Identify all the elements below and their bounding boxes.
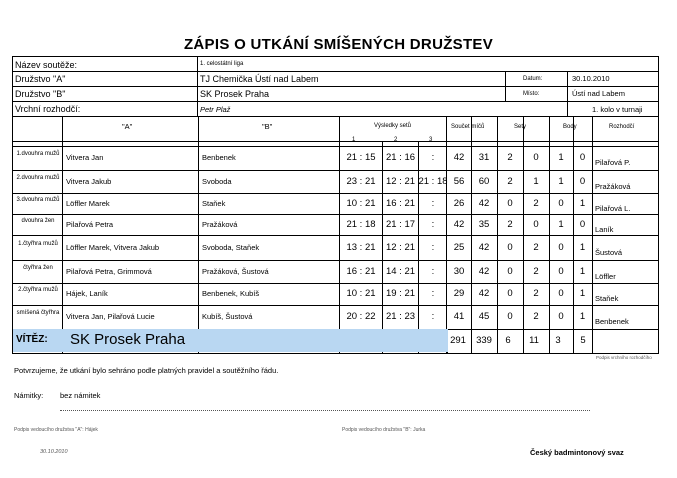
row-divider: [12, 214, 659, 215]
team-a-value: TJ Chemička Ústí nad Labem: [200, 74, 319, 84]
set-score-1: 21 : 18: [346, 218, 376, 230]
player-b: Svoboda, Staňek: [202, 242, 260, 252]
balls-b: 42: [478, 197, 490, 209]
set-score-2: 14 : 21: [385, 265, 416, 277]
row-divider: [12, 283, 659, 284]
row-divider: [12, 235, 659, 236]
set-score-3: :: [431, 311, 435, 322]
sets-b: 2: [533, 311, 539, 322]
sets-b: 0: [533, 218, 539, 230]
points-a: 0: [558, 311, 564, 322]
points-a: 0: [558, 265, 564, 277]
divider: [12, 86, 659, 87]
player-a: Vitvera Jan: [66, 153, 104, 162]
set-score-2: 16 : 21: [385, 197, 416, 209]
column-header-b: "B": [262, 122, 273, 131]
sets-a: 0: [507, 265, 513, 277]
set-number-1: 1: [352, 137, 356, 143]
total-sets-a: 6: [505, 335, 511, 346]
match-type: 1.čtyřhra mužů: [18, 240, 58, 247]
sets-a: 2: [507, 152, 513, 163]
set-score-2: 19 : 21: [385, 288, 416, 299]
set-score-3: :: [431, 241, 435, 253]
player-b: Benbenek, Kubíš: [202, 289, 260, 298]
date-label: Datum:: [523, 76, 543, 82]
divider: [12, 116, 659, 117]
divider: [567, 71, 568, 101]
place-value: Ústí nad Labem: [572, 89, 625, 98]
set-score-3: :: [431, 265, 435, 277]
match-type: 1.dvouhra mužů: [16, 151, 60, 157]
set-score-3: :: [431, 197, 435, 209]
balls-b: 42: [478, 288, 490, 299]
divider: [12, 71, 659, 72]
player-a: Hájek, Laník: [66, 289, 108, 298]
set-score-1: 21 : 15: [346, 152, 376, 163]
set-score-2: 21 : 17: [385, 218, 416, 230]
row-divider: [12, 305, 659, 306]
set-score-3: :: [431, 218, 435, 230]
sets-a: 0: [507, 197, 513, 209]
balls-a: 29: [453, 288, 465, 299]
page-title: ZÁPIS O UTKÁNÍ SMÍŠENÝCH DRUŽSTEV: [183, 36, 494, 53]
total-pts-b: 5: [580, 335, 586, 346]
organization-name: Český badmintonový svaz: [530, 448, 624, 457]
points-b: 0: [579, 218, 586, 230]
balls-a: 41: [453, 311, 465, 322]
total-pts-a: 3: [555, 335, 561, 346]
round-value: 1. kolo v turnaji: [592, 105, 643, 114]
footer-date: 30.10.2010: [40, 449, 68, 455]
points-b: 0: [579, 175, 586, 187]
divider: [12, 146, 659, 147]
total-sets-b: 11: [529, 335, 539, 346]
sets-a: 0: [507, 288, 513, 299]
match-referee: Benbenek: [595, 317, 629, 326]
team-b-signature: Podpis vedoucího družstva "B": Jurka: [342, 427, 426, 433]
match-type: smíšená čtyřhra: [16, 310, 60, 316]
column-header-sets: Sety: [514, 124, 527, 130]
player-b: Pražáková: [202, 219, 238, 229]
player-a: Vitvera Jakub: [66, 176, 112, 186]
points-a: 1: [558, 175, 564, 187]
column-header-a: "A": [122, 122, 133, 131]
sets-b: 2: [533, 265, 539, 277]
remarks-value: bez námitek: [60, 391, 101, 400]
points-b: 1: [579, 311, 586, 322]
balls-b: 60: [478, 175, 490, 187]
set-score-1: 10 : 21: [346, 288, 376, 299]
balls-b: 31: [478, 152, 490, 163]
remarks-label: Námitky:: [14, 391, 44, 400]
balls-a: 42: [453, 152, 465, 163]
match-referee: Laník: [595, 224, 614, 234]
balls-b: 42: [478, 241, 490, 253]
set-score-1: 16 : 21: [346, 265, 376, 277]
player-a: Pilařová Petra: [66, 219, 114, 229]
set-number-2: 2: [394, 137, 398, 143]
set-score-1: 10 : 21: [346, 197, 376, 209]
balls-a: 30: [453, 265, 465, 277]
sets-a: 2: [507, 175, 513, 187]
match-referee: Pilařová P.: [595, 158, 631, 167]
divider: [197, 56, 198, 116]
match-type: čtyřhra žen: [23, 264, 53, 271]
remarks-line: [60, 410, 590, 411]
player-a: Vitvera Jan, Pilařová Lucie: [66, 312, 155, 321]
match-referee: Löffler: [595, 271, 616, 281]
divider: [505, 71, 506, 101]
player-b: Pražáková, Šustová: [202, 266, 269, 276]
confirmation-text: Potvrzujeme, že utkání bylo sehráno podle platných pravidel a soutěžního řádu.: [14, 366, 279, 375]
divider: [12, 141, 659, 142]
total-balls-a: 291: [450, 335, 466, 346]
place-label: Místo:: [523, 91, 540, 97]
referee-label: Vrchní rozhodčí:: [15, 104, 81, 114]
match-type: dvouhra žen: [21, 217, 55, 224]
player-b: Kubíš, Šustová: [202, 312, 253, 321]
referee-value: Petr Plaž: [200, 105, 231, 114]
match-type: 3.dvouhra mužů: [16, 196, 60, 203]
match-type: 2.čtyřhra mužů: [18, 287, 58, 293]
match-referee: Pražáková: [595, 181, 631, 191]
set-score-1: 23 : 21: [346, 175, 376, 187]
points-a: 1: [558, 218, 564, 230]
balls-a: 56: [453, 175, 465, 187]
row-divider: [12, 170, 659, 171]
set-score-2: 12 : 21: [385, 241, 416, 253]
balls-b: 45: [478, 311, 490, 322]
balls-a: 26: [453, 197, 465, 209]
sets-b: 0: [533, 152, 539, 163]
divider: [12, 101, 659, 102]
competition-label: Název soutěže:: [15, 60, 78, 70]
sets-b: 2: [533, 197, 539, 209]
match-referee: Šustová: [595, 247, 623, 257]
points-a: 1: [558, 152, 564, 163]
set-score-2: 12 : 21: [385, 175, 416, 187]
match-referee: Staňek: [595, 294, 619, 303]
referee-signature-caption: Podpis vrchního rozhodčího: [596, 355, 652, 360]
points-a: 0: [558, 197, 564, 209]
set-score-1: 20 : 22: [346, 311, 376, 322]
set-score-2: 21 : 23: [385, 311, 416, 322]
sets-a: 0: [507, 241, 513, 253]
match-type: 2.dvouhra mužů: [16, 174, 60, 181]
points-b: 1: [579, 241, 586, 253]
player-b: Svoboda: [202, 176, 232, 186]
points-b: 0: [579, 152, 586, 163]
column-header-sets-results: Výsledky setů: [374, 123, 412, 129]
set-score-1: 13 : 21: [346, 241, 376, 253]
player-a: Löffler Marek: [66, 198, 110, 208]
team-a-signature: Podpis vedoucího družstva "A": Hájek: [14, 427, 98, 433]
points-b: 1: [579, 265, 586, 277]
winner-label: VÍTĚZ:: [16, 334, 48, 345]
points-a: 0: [558, 241, 564, 253]
column-header-points: Body: [563, 124, 577, 130]
team-b-value: SK Prosek Praha: [200, 89, 270, 99]
balls-b: 42: [478, 265, 490, 277]
set-score-2: 21 : 16: [385, 152, 416, 163]
column-header-referee: Rozhodčí: [609, 124, 635, 130]
row-divider: [12, 260, 659, 261]
set-number-3: 3: [429, 137, 433, 143]
set-score-3: :: [431, 152, 435, 163]
balls-b: 35: [478, 218, 490, 230]
competition-value: 1. celostátní liga: [200, 61, 244, 67]
points-a: 0: [558, 288, 564, 299]
sets-a: 2: [507, 218, 513, 230]
player-a: Löffler Marek, Vitvera Jakub: [66, 242, 160, 252]
points-b: 1: [579, 197, 586, 209]
column-header-sum-balls: Součet míčů: [451, 124, 485, 130]
sets-a: 0: [507, 311, 513, 322]
sets-b: 2: [533, 288, 539, 299]
winner-value: SK Prosek Praha: [70, 331, 186, 348]
player-b: Benbenek: [202, 153, 236, 162]
sets-b: 1: [533, 175, 539, 187]
player-b: Staňek: [202, 198, 226, 208]
team-a-label: Družstvo "A": [15, 74, 66, 84]
balls-a: 25: [453, 241, 465, 253]
team-b-label: Družstvo "B": [15, 89, 66, 99]
date-value: 30.10.2010: [572, 74, 610, 83]
points-b: 1: [579, 288, 586, 299]
balls-a: 42: [453, 218, 465, 230]
player-a: Pilařová Petra, Grimmová: [66, 266, 152, 276]
sets-b: 2: [533, 241, 539, 253]
total-balls-b: 339: [476, 335, 492, 346]
row-divider: [12, 193, 659, 194]
set-score-3: 21 : 18: [418, 175, 448, 187]
set-score-3: :: [431, 288, 435, 299]
match-referee: Pilařová L.: [595, 203, 631, 213]
